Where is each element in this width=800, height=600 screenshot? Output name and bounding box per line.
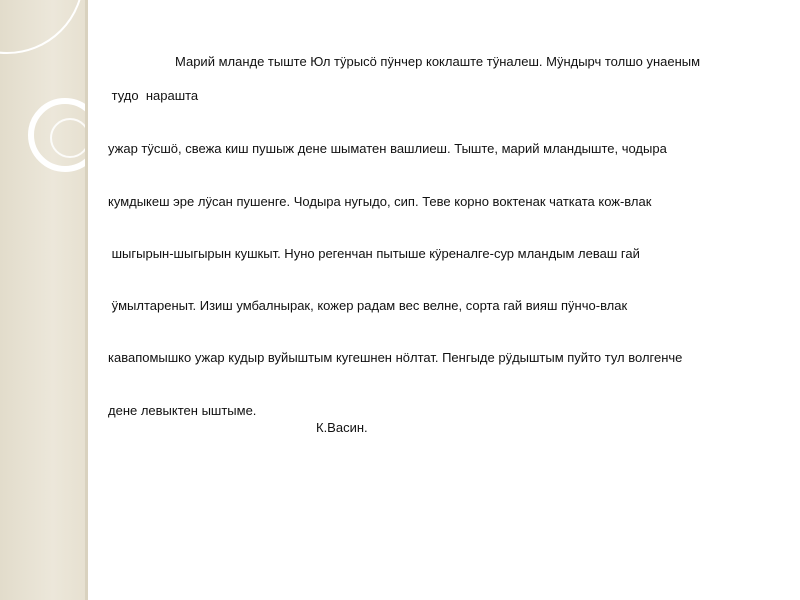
paragraph-line: ӱмылтареныт. Изиш умбалнырак, кожер радам вес велне, сорта гай вияш пӱнчо-влак xyxy=(108,298,628,313)
author-signature: К.Васин. xyxy=(316,420,368,435)
paragraph-line: Марий мланде тыште Юл тӱрысӧ пӱнчер коклаште тӱналеш. Мӱндырч толшо унаеным xyxy=(175,54,701,69)
paragraph-line: дене левыктен ыштыме. xyxy=(108,403,257,418)
paragraph-line: ужар тӱсшӧ, свежа киш пушыж дене шыматен вашлиеш. Тыште, марий мландыште, чодыра xyxy=(108,141,667,156)
decorative-ring-inner xyxy=(50,118,88,158)
decorative-ring-top xyxy=(0,0,84,54)
paragraph-line: кумдыкеш эре лӱсан пушенге. Чодыра нугыдо, сип. Теве корно воктенак чатката кож-влак xyxy=(108,194,652,209)
paragraph-line: шыгырын-шыгырын кушкыт. Нуно регенчан пытыше кӱреналге-сур мландым леваш гай xyxy=(108,246,640,261)
paragraph-line: тудо нарашта xyxy=(108,88,199,103)
paragraph-line: кавапомышко ужар кудыр вуйыштым кугешнен нӧлтат. Пенгыде рӱдыштым пуйто тул волгенче xyxy=(108,350,683,365)
decorative-side-band xyxy=(0,0,88,600)
